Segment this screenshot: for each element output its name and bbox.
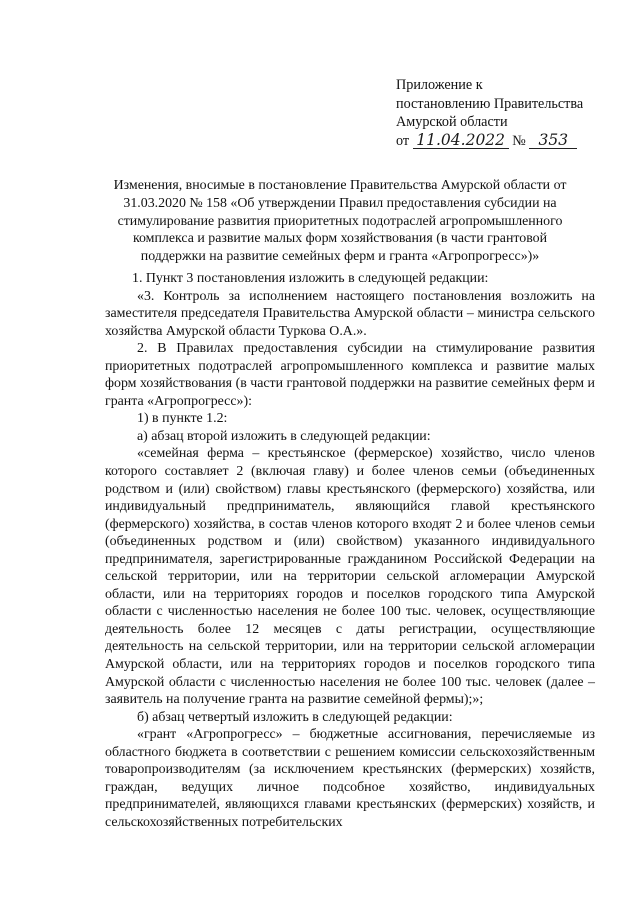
paragraph: б) абзац четвертый изложить в следующей редакции: <box>137 709 453 725</box>
paragraph: а) абзац второй изложить в следующей редакции: <box>137 428 431 444</box>
number-label: № <box>512 132 526 149</box>
document-title: Изменения, вносимые в постановление Правительства Амурской области от 31.03.2020 № 158 «Об утверждении Правил предоставления субсидии на стимулирование развития приоритетных подотраслей агропромышленного комплекса и развитие малых форм хозяйствования (в части грантовой поддержки на развитие семейных ферм и гранта «Агропрогресс»)» <box>113 178 567 265</box>
handwritten-date: 11.04.2022 <box>413 132 509 149</box>
paragraph: «3. Контроль за исполнением настоящего постановления возложить на заместителя председателя Правительства Амурской области – министра сельского хозяйства Амурской области Туркова О.А.». <box>105 288 595 339</box>
paragraph: 1) в пункте 1.2: <box>137 411 228 427</box>
document-body <box>105 270 595 832</box>
appendix-line-3: Амурской области <box>396 114 508 131</box>
appendix-date-row <box>396 132 583 151</box>
paragraph: 1. Пункт 3 постановления изложить в следующей редакции: <box>132 271 489 286</box>
paragraph: 2. В Правилах предоставления субсидии на стимулирование развития приоритетных подотраслей агропромышленного комплекса и развитие малых форм хозяйствования (в части грантовой поддержки на развитие семейных ферм и гранта «Агропрогресс»): <box>105 341 595 409</box>
from-label: от <box>396 132 410 149</box>
handwritten-number: 353 <box>529 132 577 149</box>
appendix-line-1: Приложение к <box>396 77 483 93</box>
appendix-line-2: постановлению Правительства <box>396 95 584 112</box>
paragraph: «грант «Агропрогресс» – бюджетные ассигнования, перечисляемые из областного бюджета в соответствии с решением комиссии сельскохозяйственным товаропроизводителям (за исключением крестьянских (фермерских) хозяйств, граждан, ведущих личное подсобное хозяйство, индивидуальных предпринимателей, являющихся главами крестьянских (фермерских) хозяйств, и сельскохозяйственных потребительских <box>105 727 595 830</box>
appendix-block <box>396 76 583 150</box>
paragraph: «семейная ферма – крестьянское (фермерское) хозяйство, число членов которого составляет 2 (включая главу) и более членов семьи (объединенных родством и (или) свойством) главы крестьянского (фермерского) хозяйства, или индивидуальный предприниматель, являющийся главой крестьянского (фермерского) хозяйства, в состав членов которого входят 2 и более членов семьи (объединенных родством и (или) свойством) указанного индивидуального предпринимателя, зарегистрированные гражданином Российской Федерации на сельской территории, или на территории сельской агломерации Амурской области, или на территориях городов и поселков городского типа Амурской области с численностью населения не более 100 тыс. человек, осуществляющие деятельность более 12 месяцев с даты регистрации, осуществляющие деятельность на сельской территории, или на территории сельской агломерации Амурской области, или на территориях городов и поселков городского типа Амурской области с численностью населения не более 100 тыс. человек (далее – заявитель на получение гранта на развитие семейной фермы);»; <box>105 446 595 708</box>
